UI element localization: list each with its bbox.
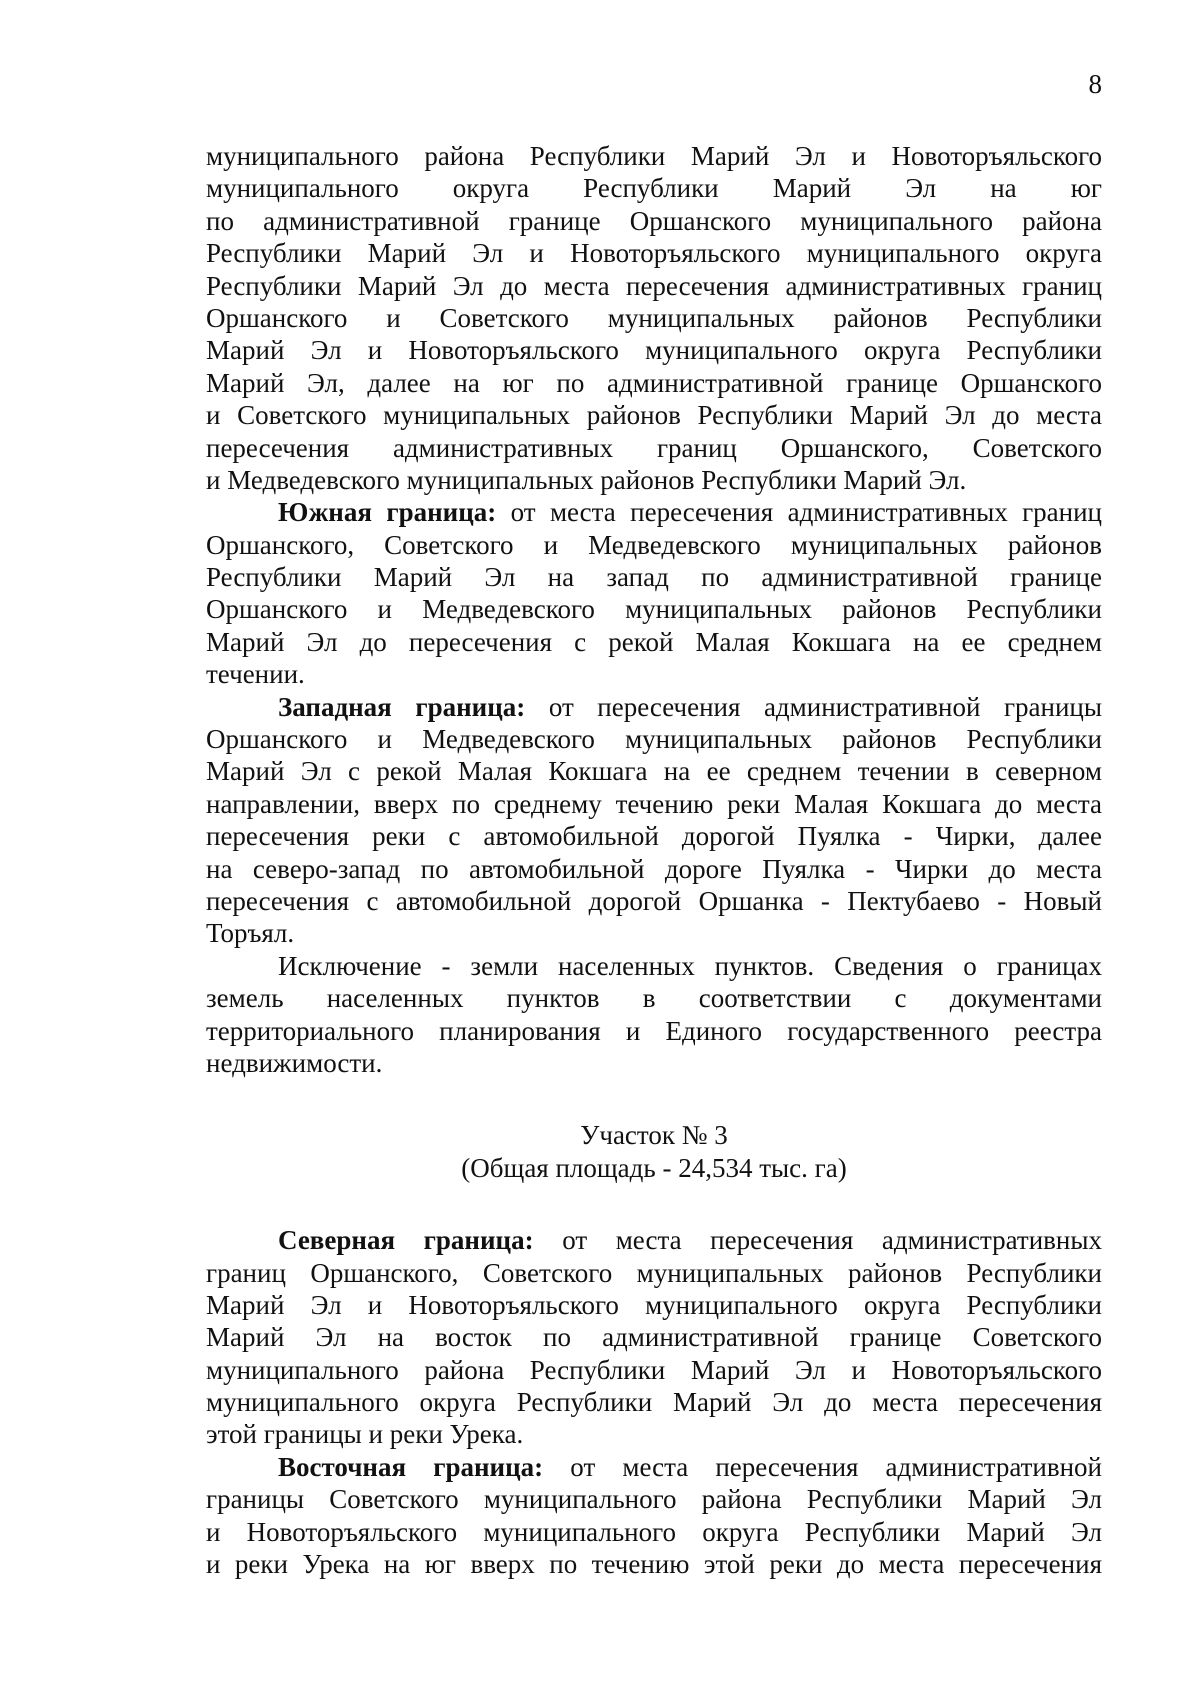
text-fragment: от пересечения административной границы: [525, 691, 1102, 722]
paragraph-first-line: [206, 1451, 1102, 1483]
text-line: Оршанского и Медведевского муниципальных районов Республики: [206, 594, 1102, 625]
text-line: этой границы и реки Урека.: [206, 1419, 524, 1450]
section-heading: [206, 1119, 1102, 1184]
text-line: Марий Эл и Новоторъяльского муниципального округа Республики: [206, 335, 1102, 366]
text-line: Марий Эл с рекой Малая Кокшага на ее среднем течении в северном: [206, 756, 1102, 787]
text-line: и Медведевского муниципальных районов Республики Марий Эл.: [206, 464, 967, 495]
paragraph-east-boundary: [206, 1451, 1102, 1581]
text-fragment: от места пересечения административных: [533, 1225, 1102, 1256]
text-line: Марий Эл и Новоторъяльского муниципального округа Республики: [206, 1289, 1102, 1320]
text-line: Республики Марий Эл на запад по административной границе: [206, 562, 1102, 593]
text-line: недвижимости.: [206, 1047, 383, 1078]
north-boundary-heading: Северная граница:: [278, 1225, 534, 1256]
east-boundary-heading: Восточная граница:: [278, 1451, 544, 1482]
text-line: Марий Эл до пересечения с рекой Малая Кокшага на ее среднем: [206, 626, 1102, 657]
section-subtitle: (Общая площадь - 24,534 тыс. га): [461, 1152, 847, 1183]
paragraph-first-line: Исключение - земли населенных пунктов. Сведения о границах: [278, 950, 1102, 981]
text-line: муниципального округа Республики Марий Эл на юг: [206, 173, 1102, 204]
text-line: пересечения административных границ Оршанского, Советского: [206, 432, 1102, 463]
text-line: течении.: [206, 659, 305, 690]
page-number: 8: [1088, 69, 1102, 99]
text-line: территориального планирования и Единого государственного реестра: [206, 1015, 1102, 1046]
text-fragment: от места пересечения административной: [543, 1451, 1103, 1482]
text-line: и Советского муниципальных районов Республики Марий Эл до места: [206, 400, 1102, 431]
text-line: границ Оршанского, Советского муниципальных районов Республики: [206, 1257, 1102, 1288]
text-line: пересечения реки с автомобильной дорогой Пуялка - Чирки, далее: [206, 821, 1102, 852]
text-line: Марий Эл на восток по административной границе Советского: [206, 1322, 1102, 1353]
paragraph-exception: [206, 950, 1102, 1080]
text-line: Торъял.: [206, 918, 295, 949]
text-line: муниципального округа Республики Марий Эл до места пересечения: [206, 1387, 1102, 1418]
section-title: Участок № 3: [580, 1120, 728, 1151]
west-boundary-heading: Западная граница:: [278, 691, 526, 722]
text-fragment: от места пересечения административных границ: [496, 497, 1102, 528]
text-line: муниципального района Республики Марий Эл и Новоторъяльского: [206, 141, 1102, 171]
text-line: направлении, вверх по среднему течению реки Малая Кокшага до места: [206, 788, 1102, 819]
paragraph-east-boundary-continuation: [206, 140, 1102, 496]
text-line: Оршанского и Медведевского муниципальных районов Республики: [206, 724, 1102, 755]
text-line: Оршанского, Советского и Медведевского муниципальных районов: [206, 529, 1102, 560]
text-line: Республики Марий Эл до места пересечения административных границ: [206, 270, 1102, 301]
text-line: пересечения с автомобильной дорогой Оршанка - Пектубаево - Новый: [206, 885, 1102, 916]
text-line: на северо-запад по автомобильной дороге Пуялка - Чирки до места: [206, 853, 1102, 884]
paragraph-first-line: [206, 1224, 1102, 1256]
text-line: границы Советского муниципального района Республики Марий Эл: [206, 1484, 1102, 1515]
text-line: Оршанского и Советского муниципальных районов Республики: [206, 302, 1102, 333]
paragraph-first-line: [206, 496, 1102, 528]
text-line: Республики Марий Эл и Новоторъяльского муниципального округа: [206, 238, 1102, 269]
text-line: по административной границе Оршанского муниципального района: [206, 205, 1102, 236]
south-boundary-heading: Южная граница:: [278, 497, 497, 528]
paragraph-south-boundary: [206, 496, 1102, 690]
paragraph-first-line: [206, 691, 1102, 723]
paragraph-west-boundary: [206, 691, 1102, 950]
document-body: [206, 140, 1102, 1580]
text-line: земель населенных пунктов в соответствии с документами: [206, 983, 1102, 1014]
text-line: муниципального района Республики Марий Эл и Новоторъяльского: [206, 1354, 1102, 1385]
paragraph-north-boundary: [206, 1224, 1102, 1451]
text-line: Марий Эл, далее на юг по административной границе Оршанского: [206, 367, 1102, 398]
text-line: и реки Урека на юг вверх по течению этой реки до места пересечения: [206, 1549, 1102, 1580]
text-line: и Новоторъяльского муниципального округа Республики Марий Эл: [206, 1516, 1102, 1547]
